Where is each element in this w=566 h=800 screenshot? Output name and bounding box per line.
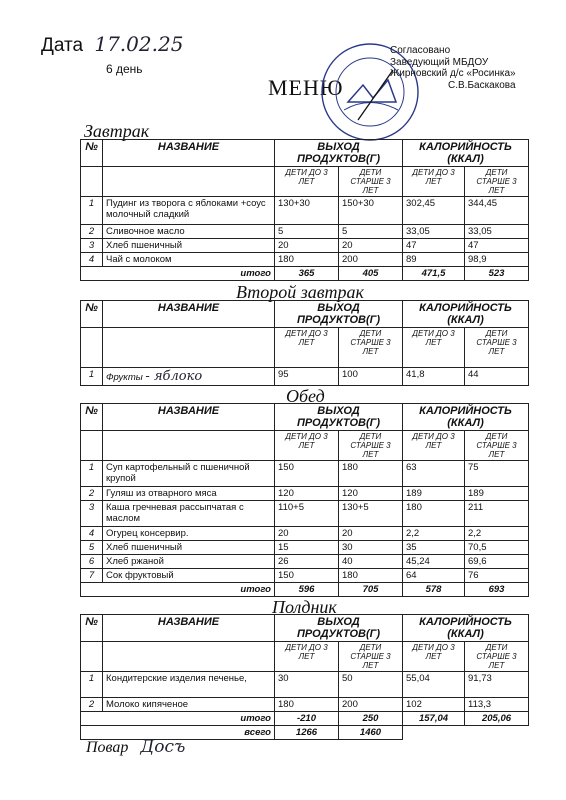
cook-signature: Досъ (140, 737, 186, 757)
table-row: 1 Суп картофельный с пшеничной крупой 150 180 63 75 (81, 461, 529, 487)
date-line (41, 32, 183, 57)
col-calories: КАЛОРИЙНОСТЬ (ККАЛ) (403, 140, 529, 167)
section-title-breakfast: Завтрак (84, 121, 150, 141)
approve-signer: С.В.Баскакова (448, 79, 516, 91)
section-title-second-breakfast: Второй завтрак (236, 282, 364, 302)
table-row: 2 Сливочное масло 5 5 33,05 33,05 (81, 225, 529, 239)
total-row: итого -210 250 157,04 205,06 (81, 712, 529, 726)
approve-line: Согласовано (390, 45, 451, 56)
handwritten-note: - яблоко (145, 369, 203, 384)
table-row: 1 Кондитерские изделия печенье, 30 50 55,04 91,73 (81, 672, 529, 698)
table-row: 1 Фрукты - яблоко 95 100 41,8 44 (81, 368, 529, 386)
date-value: 17.02.25 (94, 32, 184, 56)
table-row: 6 Хлеб ржаной 26 40 45,24 69,6 (81, 555, 529, 569)
table-row: 4 Чай с молоком 180 200 89 98,9 (81, 253, 529, 267)
total-row: итого 596 705 578 693 (81, 583, 529, 597)
sub-under3: ДЕТИ ДО 3 ЛЕТ (275, 167, 339, 197)
table-row: 7 Сок фруктовый 150 180 64 76 (81, 569, 529, 583)
sub-over3: ДЕТИ СТАРШЕ 3 ЛЕТ (339, 167, 403, 197)
approval-block (390, 45, 516, 91)
approve-line: Жирновский д/с «Росинка» (390, 68, 516, 79)
approve-line: Заведующий МБДОУ (390, 56, 489, 68)
section-title-snack: Полдник (272, 597, 337, 617)
table-row: 4 Огурец консервир. 20 20 2,2 2,2 (81, 527, 529, 541)
section-title-lunch: Обед (286, 386, 325, 406)
col-yield: ВЫХОД ПРОДУКТОВ(Г) (275, 140, 403, 167)
sub-over3: ДЕТИ СТАРШЕ 3 ЛЕТ (465, 167, 529, 197)
lunch-table: № НАЗВАНИЕ ВЫХОД ПРОДУКТОВ(Г) КАЛОРИЙНОСТЬ (ККАЛ) ДЕТИ ДО 3 ЛЕТ ДЕТИ СТАРШЕ 3 ЛЕТ ДЕТИ ДО 3 ЛЕТ ДЕТИ СТАРШЕ 3 ЛЕТ 1 Суп картофельный с пшеничной крупой 150 180 63 75 2 Гуляш из отварного мяса 120 120 189 189 3 Каша гречневая рассыпчатая с маслом 110+5 130+5 180 211 4 Огурец консервир. 20 20 2,2 2,2 5 Хлеб пшеничный 15 30 35 70,5 6 Хлеб ржаной 26 40 45,24 69,6 7 Сок фруктовый 150 180 64 76 итого 596 705 578 693 (80, 403, 529, 597)
table-row: 5 Хлеб пшеничный 15 30 35 70,5 (81, 541, 529, 555)
col-num: № (81, 140, 103, 167)
table-row: 1 Пудинг из творога с яблоками +соус молочный сладкий 130+30 150+30 302,45 344,45 (81, 197, 529, 225)
breakfast-table (80, 139, 529, 281)
table-row: 3 Хлеб пшеничный 20 20 47 47 (81, 239, 529, 253)
col-name: НАЗВАНИЕ (103, 140, 275, 167)
table-row: 2 Молоко кипяченое 180 200 102 113,3 (81, 698, 529, 712)
table-row: 3 Каша гречневая рассыпчатая с маслом 110+5 130+5 180 211 (81, 501, 529, 527)
date-label: Дата (41, 35, 84, 56)
cook-label: Повар (86, 739, 129, 756)
grand-total-row: всего 1266 1460 (81, 726, 529, 740)
total-row: итого 365 405 471,5 523 (81, 267, 529, 281)
day-label: 6 день (106, 62, 143, 76)
second-breakfast-table: № НАЗВАНИЕ ВЫХОД ПРОДУКТОВ(Г) КАЛОРИЙНОСТЬ (ККАЛ) ДЕТИ ДО 3 ЛЕТ ДЕТИ СТАРШЕ 3 ЛЕТ ДЕТИ ДО 3 ЛЕТ ДЕТИ СТАРШЕ 3 ЛЕТ 1 Фрукты - яблоко 95 100 41,8 44 (80, 300, 529, 386)
table-row: 2 Гуляш из отварного мяса 120 120 189 189 (81, 487, 529, 501)
menu-title: МЕНЮ (268, 75, 344, 100)
snack-table: № НАЗВАНИЕ ВЫХОД ПРОДУКТОВ(Г) КАЛОРИЙНОСТЬ (ККАЛ) ДЕТИ ДО 3 ЛЕТ ДЕТИ СТАРШЕ 3 ЛЕТ ДЕТИ ДО 3 ЛЕТ ДЕТИ СТАРШЕ 3 ЛЕТ 1 Кондитерские изделия печенье, 30 50 55,04 91,73 2 Молоко кипяченое 180 200 102 113,3 итого -210 250 157,04 205,06 всего 1266 1460 (80, 614, 529, 740)
sub-under3: ДЕТИ ДО 3 ЛЕТ (403, 167, 465, 197)
cook-signature-line (86, 737, 185, 757)
